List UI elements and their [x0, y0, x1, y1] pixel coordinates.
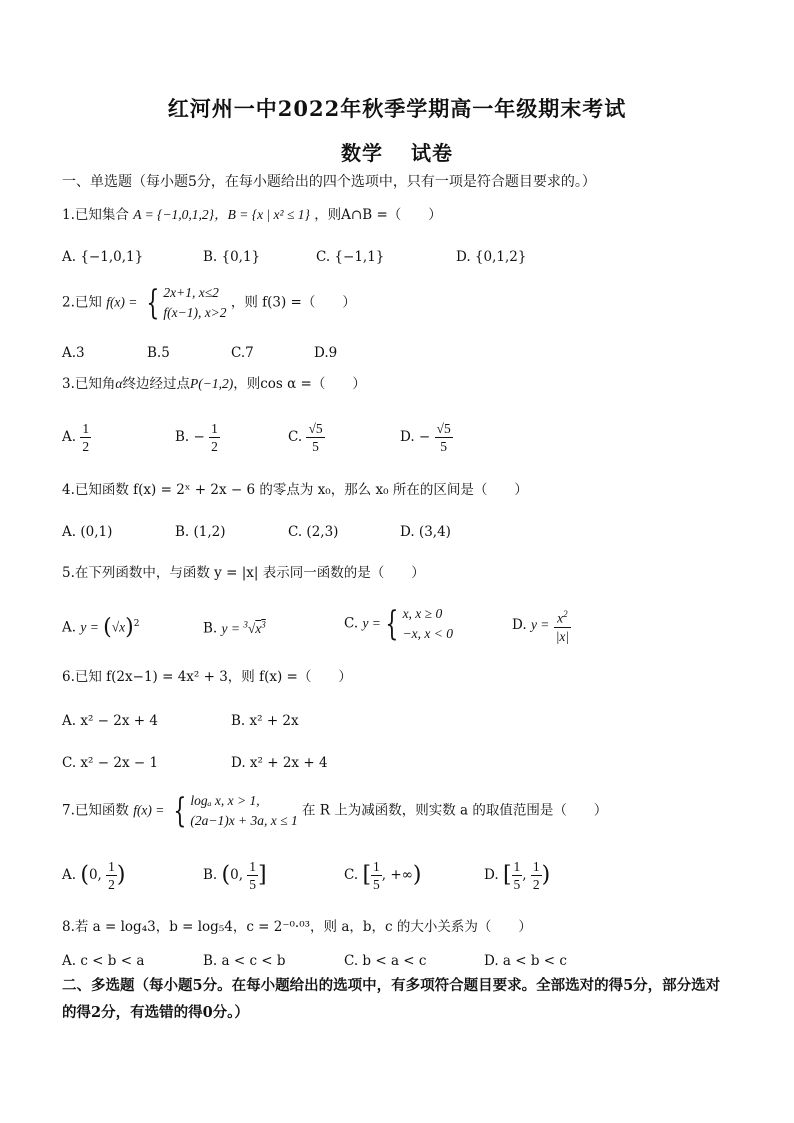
question-7-stem: 7.已知函数 f(x) = { logₐ x, x > 1, (2a−1)x + 3a, x ≤ 1 在 R 上为减函数，则实数 a 的取值范围是（ ）	[62, 791, 608, 831]
question-2-stem: 2.已知 f(x) = { 2x+1, x≤2 f(x−1), x>2 ，则 f(3) =（ ）	[62, 283, 356, 323]
question-1-option-d: D. {0,1,2}	[456, 249, 527, 265]
question-5-stem: 5.在下列函数中，与函数 y = |x| 表示同一函数的是（ ）	[62, 565, 425, 581]
question-2-option-a: A.3	[62, 345, 85, 361]
question-4-stem: 4.已知函数 f(x) = 2ˣ + 2x − 6 的零点为 x₀，那么 x₀ 所在的区间是（ ）	[62, 482, 528, 498]
question-3-option-d: D. − $\frac{√5}{5}$	[400, 421, 451, 454]
question-2-piecewise: 2x+1, x≤2 f(x−1), x>2	[163, 285, 227, 320]
question-7-piecewise: logₐ x, x > 1, (2a−1)x + 3a, x ≤ 1	[190, 793, 298, 828]
question-7-option-b: B. (0, $\frac{1}{5}$ ]	[203, 859, 267, 892]
paper-label: 试卷	[410, 141, 453, 165]
question-7-option-a: A. (0, $\frac{1}{2}$ )	[62, 859, 126, 892]
question-1-option-b: B. {0,1}	[203, 249, 261, 265]
question-8-option-c: C. b < a < c	[344, 953, 427, 969]
subject-label: 数学	[341, 141, 384, 165]
question-2-option-c: C.7	[231, 345, 254, 361]
question-8-option-b: B. a < c < b	[203, 953, 286, 969]
section-single-choice-heading: 一、单选题（每小题5分，在每小题给出的四个选项中，只有一项是符合题目要求的。）	[62, 174, 596, 190]
question-7-option-d: D. [ $\frac{1}{5}$ , $\frac{1}{2}$ )	[484, 859, 551, 892]
exam-title: 红河州一中2022年秋季学期高一年级期末考试	[167, 96, 627, 121]
question-5-option-b: B. $y = ^3√x^3$	[203, 619, 266, 637]
question-4-option-d: D. (3,4)	[400, 524, 451, 540]
question-1-option-a: A. {−1,0,1}	[62, 249, 144, 265]
question-8-option-a: A. c < b < a	[62, 953, 145, 969]
exam-subtitle	[0, 137, 794, 166]
question-1-option-c: C. {−1,1}	[316, 249, 385, 265]
question-4-option-a: A. (0,1)	[62, 524, 113, 540]
question-8-stem: 8.若 a = log₄3，b = log₅4，c = 2⁻⁰·⁰³，则 a，b，c 的大小关系为（ ）	[62, 919, 532, 935]
question-3-option-a: A. $\frac{1}{2}$	[62, 421, 90, 454]
section-multi-choice-heading: 二、多选题（每小题5分。在每小题给出的选项中，有多项符合题目要求。全部选对的得5分，部分选对的得2分，有选错的得0分。）	[62, 977, 721, 1021]
question-6-option-a: A. x² − 2x + 4	[62, 713, 158, 729]
question-1-stem: 1.已知集合 A = {−1,0,1,2}，B = {x | x² ≤ 1} ，则A∩B =（ ）	[62, 207, 442, 223]
question-6-option-d: D. x² + 2x + 4	[231, 755, 328, 771]
question-7-option-c: C. [ $\frac{1}{5}$ , +∞)	[344, 859, 422, 892]
question-8-option-d: D. a < b < c	[484, 953, 567, 969]
question-5-option-c: C. y = { x, x ≥ 0 −x, x < 0	[344, 604, 454, 644]
question-6-option-b: B. x² + 2x	[231, 713, 299, 729]
question-1-math: A = {−1,0,1,2}，B = {x | x² ≤ 1}	[133, 207, 310, 222]
question-2-option-d: D.9	[314, 345, 338, 361]
question-6-stem: 6.已知 f(2x−1) = 4x² + 3，则 f(x) =（ ）	[62, 669, 352, 685]
question-5-option-d: D. y = $\frac{x^2}{|x|}$	[512, 606, 571, 645]
question-4-option-b: B. (1,2)	[175, 524, 226, 540]
question-5-option-a: A. $y = (√x)^2$	[62, 615, 140, 640]
question-4-option-c: C. (2,3)	[288, 524, 339, 540]
question-3-option-c: C. $\frac{√5}{5}$	[288, 421, 323, 454]
question-3-stem: 3.已知角α终边经过点P(−1,2)，则cos α =（ ）	[62, 376, 366, 392]
question-2-option-b: B.5	[147, 345, 170, 361]
question-6-option-c: C. x² − 2x − 1	[62, 755, 159, 771]
question-3-option-b: B. − $\frac{1}{2}$	[175, 421, 218, 454]
